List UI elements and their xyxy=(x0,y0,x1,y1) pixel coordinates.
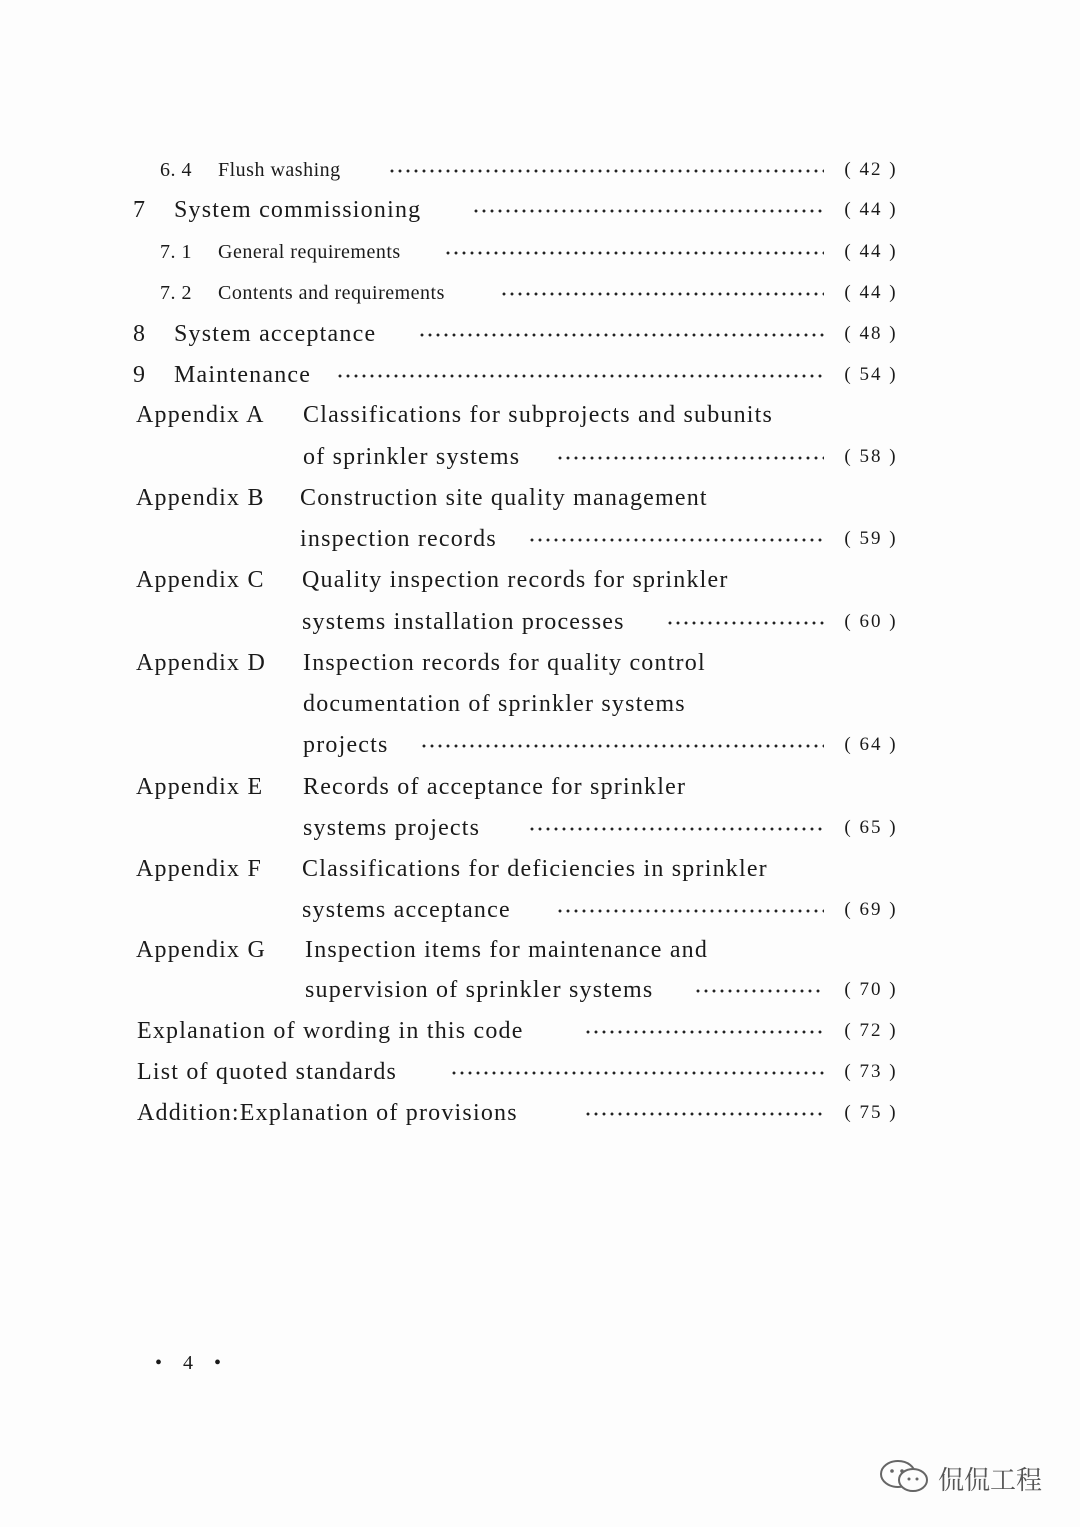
leader-dots xyxy=(388,169,824,173)
toc-title: System acceptance xyxy=(174,320,377,347)
leader-dots xyxy=(500,292,824,296)
toc-entry-appendix-b-cont xyxy=(0,522,1080,556)
leader-dots xyxy=(694,989,824,993)
toc-title-line: supervision of sprinkler systems xyxy=(305,976,654,1003)
leader-dots xyxy=(450,1071,824,1075)
toc-title-line: Quality inspection records for sprinkler xyxy=(302,566,729,593)
toc-title: Addition:Explanation of provisions xyxy=(137,1099,518,1126)
toc-page: ( 60 ) xyxy=(844,611,898,632)
toc-number: 7. 1 xyxy=(160,240,192,263)
leader-dots xyxy=(666,621,824,625)
toc-number: 6. 4 xyxy=(160,158,192,181)
toc-number: 9 xyxy=(133,361,147,388)
toc-page: ( 69 ) xyxy=(844,899,898,920)
toc-page: ( 72 ) xyxy=(844,1020,898,1041)
leader-dots xyxy=(584,1030,824,1034)
toc-title-line: projects xyxy=(303,731,389,758)
leader-dots xyxy=(472,209,824,213)
toc-page: ( 44 ) xyxy=(844,241,898,262)
leader-dots xyxy=(528,538,824,542)
toc-number: Appendix D xyxy=(136,649,266,676)
toc-title-line: documentation of sprinkler systems xyxy=(303,690,686,717)
leader-dots xyxy=(584,1112,824,1116)
toc-entry-appendix-g xyxy=(0,933,1080,967)
toc-title: Maintenance xyxy=(174,361,312,388)
toc-page: ( 73 ) xyxy=(844,1061,898,1082)
toc-entry-appendix-b xyxy=(0,481,1080,515)
leader-dots xyxy=(418,333,824,337)
toc-number: Appendix G xyxy=(136,936,266,963)
toc-page: ( 48 ) xyxy=(844,323,898,344)
toc-entry-appendix-c-cont xyxy=(0,605,1080,639)
toc-title-line: Records of acceptance for sprinkler xyxy=(303,773,687,800)
toc-entry-appendix-d-cont2 xyxy=(0,728,1080,762)
toc-title: Flush washing xyxy=(218,158,341,181)
toc-number: Appendix A xyxy=(136,401,265,428)
toc-entry-appendix-e xyxy=(0,770,1080,804)
toc-number: 7. 2 xyxy=(160,281,192,304)
toc-entry-appendix-c xyxy=(0,563,1080,597)
toc-page: ( 44 ) xyxy=(844,282,898,303)
toc-entry-9 xyxy=(0,358,1080,392)
wechat-icon xyxy=(878,1458,932,1499)
toc-page: ( 75 ) xyxy=(844,1102,898,1123)
toc-number: 7 xyxy=(133,196,147,223)
toc-entry-appendix-f-cont xyxy=(0,893,1080,927)
toc-page: ( 44 ) xyxy=(844,199,898,220)
page-number: • 4 • xyxy=(155,1352,230,1374)
leader-dots xyxy=(336,374,824,378)
toc-title: List of quoted standards xyxy=(137,1058,398,1085)
toc-entry-appendix-g-cont xyxy=(0,973,1080,1007)
toc-title: Explanation of wording in this code xyxy=(137,1017,524,1044)
toc-title-line: inspection records xyxy=(300,525,497,552)
toc-title: Contents and requirements xyxy=(218,281,445,304)
toc-entry-appendix-d xyxy=(0,646,1080,680)
toc-entry-appendix-d-cont xyxy=(0,687,1080,721)
toc-title-line: of sprinkler systems xyxy=(303,443,521,470)
toc-entry-7 xyxy=(0,193,1080,227)
watermark xyxy=(878,1458,1042,1499)
toc-entry-6-4 xyxy=(0,153,1080,187)
toc-entry-addition xyxy=(0,1096,1080,1130)
toc-entry-appendix-f xyxy=(0,852,1080,886)
toc-entry-quoted-standards xyxy=(0,1055,1080,1089)
toc-title: System commissioning xyxy=(174,196,422,223)
toc-entry-appendix-e-cont xyxy=(0,811,1080,845)
toc-title-line: systems projects xyxy=(303,814,481,841)
toc-title-line: systems installation processes xyxy=(302,608,625,635)
leader-dots xyxy=(556,909,824,913)
toc-page: ( 54 ) xyxy=(844,364,898,385)
toc-page: ( 65 ) xyxy=(844,817,898,838)
toc-entry-appendix-a xyxy=(0,398,1080,432)
toc-entry-8 xyxy=(0,317,1080,351)
toc-title-line: systems acceptance xyxy=(302,896,511,923)
toc-number: Appendix E xyxy=(136,773,264,800)
leader-dots xyxy=(444,251,824,255)
toc-title-line: Classifications for subprojects and subunits xyxy=(303,401,774,428)
leader-dots xyxy=(420,744,824,748)
toc-page: ( 64 ) xyxy=(844,734,898,755)
toc-number: Appendix B xyxy=(136,484,265,511)
watermark-text: 侃侃工程 xyxy=(938,1466,1043,1496)
toc-title-line: Construction site quality management xyxy=(300,484,708,511)
toc-title-line: Inspection items for maintenance and xyxy=(305,936,709,963)
toc-entry-7-1 xyxy=(0,235,1080,269)
toc-number: Appendix F xyxy=(136,855,262,882)
toc-title-line: Classifications for deficiencies in sprinkler xyxy=(302,855,768,882)
toc-page: ( 42 ) xyxy=(844,159,898,180)
toc-entry-appendix-a-cont xyxy=(0,440,1080,474)
leader-dots xyxy=(528,827,824,831)
toc-page: ( 59 ) xyxy=(844,528,898,549)
toc-page: ( 58 ) xyxy=(844,446,898,467)
leader-dots xyxy=(556,456,824,460)
toc-title: General requirements xyxy=(218,240,401,263)
toc-entry-explanation-of-wording xyxy=(0,1014,1080,1048)
toc-entry-7-2 xyxy=(0,276,1080,310)
toc-number: 8 xyxy=(133,320,147,347)
toc-title-line: Inspection records for quality control xyxy=(303,649,706,676)
toc-page: ( 70 ) xyxy=(844,979,898,1000)
toc-number: Appendix C xyxy=(136,566,265,593)
